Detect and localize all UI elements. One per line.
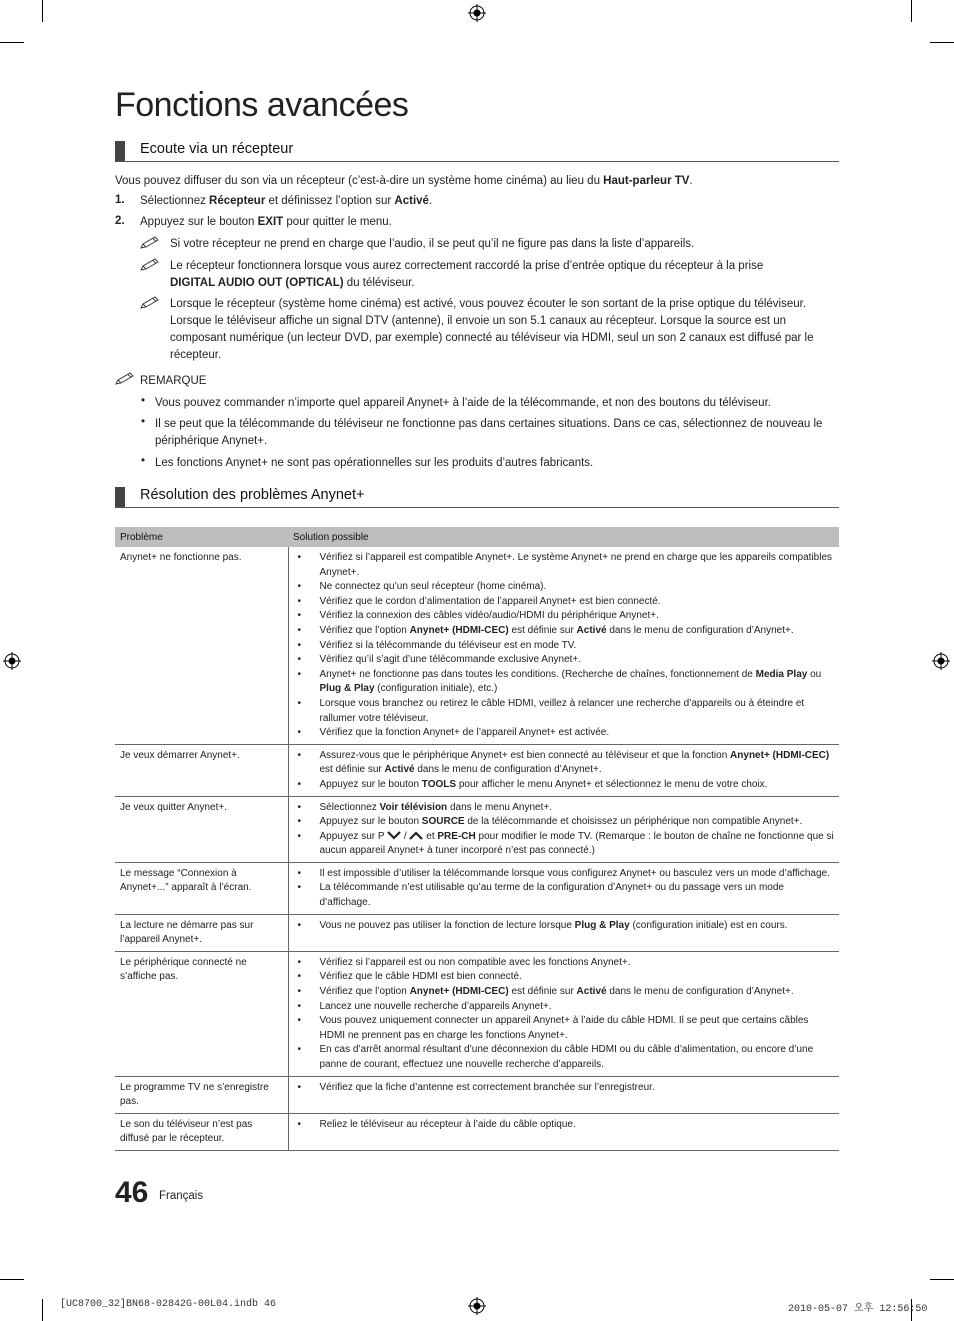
solution-item: • En cas d’arrêt anormal résultant d’une déconnexion du câble HDMI ou du câble d’alimentation, ou encore d’une panne de courant, effectuez une nouvelle recherche d’appareils. xyxy=(294,1043,835,1072)
remark-1: Vous pouvez commander n’importe quel appareil Anynet+ à l’aide de la télécommande, et non des boutons du téléviseur. xyxy=(155,397,771,409)
table-row xyxy=(115,744,839,796)
solution-cell xyxy=(288,1076,839,1113)
solution-item: • Vérifiez si la télécommande du téléviseur est en mode TV. xyxy=(294,639,835,654)
table-row xyxy=(115,796,839,862)
solution-item xyxy=(294,668,835,697)
solution-text: Appuyez sur P xyxy=(319,830,388,842)
step-bold: EXIT xyxy=(257,216,284,228)
solution-bold: Activé xyxy=(384,764,415,776)
registration-mark-icon xyxy=(468,4,486,22)
solution-text: Assurez-vous que le périphérique Anynet+ est bien connecté au téléviseur et que la fonction xyxy=(319,749,731,761)
note-line: récepteur. xyxy=(170,349,222,361)
remark-2 xyxy=(155,416,822,450)
solution-text: et xyxy=(423,830,438,842)
registration-mark-icon xyxy=(3,652,21,670)
note-line: Lorsque le récepteur (système home cinéma) est activé, vous pouvez écouter le son sortant de la prise optique du téléviseur. xyxy=(170,298,807,310)
table-row xyxy=(115,951,839,1076)
step-text: Sélectionnez xyxy=(140,195,210,207)
remark-label: REMARQUE xyxy=(140,375,207,387)
solution-cell xyxy=(288,547,839,744)
problem-cell: La lecture ne démarre pas sur l’appareil Anynet+. xyxy=(115,914,288,951)
solution-cell xyxy=(288,914,839,951)
remark-3: Les fonctions Anynet+ ne sont pas opérationnelles sur les produits d’autres fabricants. xyxy=(155,457,594,469)
solution-item xyxy=(294,801,835,816)
solution-text: pour modifier le mode TV. (Remarque : le bouton de chaîne ne fonctionne que si aucun appareil Anynet+ à tuner incorporé n’est pas connecté.) xyxy=(319,830,834,857)
chevron-up-icon xyxy=(409,831,423,840)
solution-cell xyxy=(288,862,839,914)
crop-mark xyxy=(911,0,912,22)
note-bold: DIGITAL AUDIO OUT (OPTICAL) xyxy=(170,277,344,289)
step-text: Appuyez sur le bouton xyxy=(140,216,258,228)
note-2 xyxy=(170,258,763,292)
note-line: composant numérique (un lecteur DVD, par exemple) connecté au téléviseur via HDMI, seul un son 2 canaux est diffusé par le xyxy=(170,332,814,344)
solution-item xyxy=(294,985,835,1000)
solution-text: est définie sur xyxy=(508,624,577,636)
section-title: Ecoute via un récepteur xyxy=(140,141,294,157)
note-pencil-icon xyxy=(140,258,160,272)
solution-text: dans le menu de configuration d’Anynet+. xyxy=(414,764,602,776)
solution-item: • Vérifiez si l’appareil est ou non compatible avec les fonctions Anynet+. xyxy=(294,956,835,971)
solution-item: • Vérifiez que le câble HDMI est bien connecté. xyxy=(294,970,835,985)
solution-bold: Anynet+ (HDMI-CEC) xyxy=(730,749,830,761)
page-title: Fonctions avancées xyxy=(115,86,409,124)
note-line: Lorsque le téléviseur affiche un signal DTV (antenne), il envoie un son 5.1 canaux au récepteur. Lorsque la source est un xyxy=(170,315,787,327)
solution-text: Vérifiez que l’option xyxy=(319,624,410,636)
solution-text: (configuration initiale), etc.) xyxy=(374,683,498,695)
step-1 xyxy=(140,193,432,210)
problem-cell: Anynet+ ne fonctionne pas. xyxy=(115,547,288,744)
table-header-row xyxy=(115,527,839,547)
solution-bold: Plug & Play xyxy=(319,683,375,695)
solution-text: Sélectionnez xyxy=(319,801,380,813)
solution-bold: PRE-CH xyxy=(437,830,476,842)
crop-mark xyxy=(42,0,43,22)
solution-bold: Activé xyxy=(576,624,607,636)
step-number: 1. xyxy=(115,194,125,206)
solution-cell xyxy=(288,796,839,862)
solution-item: • Vérifiez la connexion des câbles vidéo/audio/HDMI du périphérique Anynet+. xyxy=(294,609,835,624)
problem-cell: Le programme TV ne s’enregistre pas. xyxy=(115,1076,288,1113)
solution-bold: Voir télévision xyxy=(379,801,448,813)
section-heading xyxy=(115,141,839,162)
page-number: 46 xyxy=(115,1176,149,1209)
note-pencil-icon xyxy=(140,296,160,310)
print-slug-date: 2010-05-07 오후 12:56:50 xyxy=(788,1304,928,1315)
section-title: Résolution des problèmes Anynet+ xyxy=(140,487,365,503)
solution-item xyxy=(294,624,835,639)
page-language: Français xyxy=(159,1190,204,1202)
solution-item: • Vérifiez que le cordon d’alimentation de l’appareil Anynet+ est bien connecté. xyxy=(294,595,835,610)
solution-cell xyxy=(288,744,839,796)
step-text: et définissez l’option sur xyxy=(265,195,395,207)
solution-item: • Reliez le téléviseur au récepteur à l’aide du câble optique. xyxy=(294,1118,835,1133)
problem-cell: Je veux démarrer Anynet+. xyxy=(115,744,288,796)
solution-bold: SOURCE xyxy=(421,816,465,828)
step-text: . xyxy=(428,195,433,207)
problem-cell: Le message “Connexion à Anynet+...” apparaît à l’écran. xyxy=(115,862,288,914)
problem-cell: Le périphérique connecté ne s’affiche pas. xyxy=(115,951,288,1076)
solution-bold: Media Play xyxy=(755,668,808,680)
remark-pencil-icon xyxy=(115,372,135,386)
solution-bold: Anynet+ (HDMI-CEC) xyxy=(409,624,509,636)
solution-text: Appuyez sur le bouton xyxy=(319,778,422,790)
remark-line: périphérique Anynet+. xyxy=(155,435,268,447)
solution-bold: Anynet+ (HDMI-CEC) xyxy=(409,986,509,998)
step-number: 2. xyxy=(115,215,125,227)
registration-mark-icon xyxy=(468,1297,486,1315)
solution-text: est définie sur xyxy=(319,764,385,776)
solution-item xyxy=(294,919,835,934)
solution-text: (configuration initiale) est en cours. xyxy=(629,919,788,931)
solution-item: • Vérifiez si l’appareil est compatible Anynet+. Le système Anynet+ ne prend en charge que les appareils compatibles Anynet+. xyxy=(294,551,835,580)
intro-paragraph xyxy=(115,173,693,190)
step-text: pour quitter le menu. xyxy=(283,216,392,228)
solution-text: de la télécommande et choisissez un périphérique non compatible Anynet+. xyxy=(464,816,803,828)
solution-item xyxy=(294,815,835,830)
step-bold: Récepteur xyxy=(209,195,266,207)
col-header-solution: Solution possible xyxy=(288,527,839,547)
solution-item xyxy=(294,749,835,778)
solution-text: pour afficher le menu Anynet+ et sélectionnez le menu de votre choix. xyxy=(456,778,768,790)
note-line xyxy=(170,275,763,292)
crop-mark xyxy=(930,1279,954,1280)
solution-item xyxy=(294,778,835,793)
table-row xyxy=(115,1076,839,1113)
solution-text: est définie sur xyxy=(508,986,577,998)
crop-mark xyxy=(0,1279,24,1280)
solution-item: • Ne connectez qu’un seul récepteur (home cinéma). xyxy=(294,580,835,595)
solution-cell xyxy=(288,951,839,1076)
remark-line: Il se peut que la télécommande du téléviseur ne fonctionne pas dans certaines situations. Dans ce cas, sélectionnez de nouveau le xyxy=(155,418,823,430)
registration-mark-icon xyxy=(932,652,950,670)
solution-bold: Activé xyxy=(576,986,607,998)
note-line: Le récepteur fonctionnera lorsque vous aurez correctement raccordé la prise d’entrée optique du récepteur à la prise xyxy=(170,260,764,272)
solution-text: Vous ne pouvez pas utiliser la fonction de lecture lorsque xyxy=(319,919,575,931)
intro-end: . xyxy=(689,175,693,187)
solution-bold: TOOLS xyxy=(421,778,457,790)
table-row xyxy=(115,547,839,744)
step-bold: Activé xyxy=(394,195,429,207)
table-row xyxy=(115,1113,839,1150)
chevron-down-icon xyxy=(387,831,401,840)
solution-item: • Lancez une nouvelle recherche d’appareils Anynet+. xyxy=(294,1000,835,1015)
solution-text: dans le menu de configuration d’Anynet+. xyxy=(606,986,794,998)
solution-item xyxy=(294,830,835,859)
bullet: • xyxy=(141,395,146,407)
solution-text: Vérifiez que l’option xyxy=(319,986,410,998)
col-header-problem: Problème xyxy=(115,527,288,547)
troubleshooting-table xyxy=(115,527,839,1151)
solution-bold: Plug & Play xyxy=(574,919,630,931)
solution-text: dans le menu Anynet+. xyxy=(447,801,552,813)
bullet: • xyxy=(141,416,146,428)
print-slug-file: [UC8700_32]BN68-02842G-00L04.indb 46 xyxy=(60,1299,277,1310)
solution-item: • Vérifiez que la fonction Anynet+ de l’appareil Anynet+ est activée. xyxy=(294,726,835,741)
solution-item: • Vérifiez que la fiche d’antenne est correctement branchée sur l’enregistreur. xyxy=(294,1081,835,1096)
crop-mark xyxy=(930,42,954,43)
step-2 xyxy=(140,214,392,231)
solution-text: / xyxy=(401,830,410,842)
solution-text: dans le menu de configuration d’Anynet+. xyxy=(606,624,794,636)
section-heading xyxy=(115,487,839,508)
crop-mark xyxy=(0,42,24,43)
solution-item: • La télécommande n’est utilisable qu’au terme de la configuration d’Anynet+ ou du passage vers un mode d’affichage. xyxy=(294,881,835,910)
problem-cell: Je veux quitter Anynet+. xyxy=(115,796,288,862)
intro-bold: Haut-parleur TV xyxy=(603,175,690,187)
solution-text: Appuyez sur le bouton xyxy=(319,816,422,828)
section-bar xyxy=(115,487,125,507)
table-row xyxy=(115,914,839,951)
solution-item: • Lorsque vous branchez ou retirez le câble HDMI, veillez à relancer une recherche d’appareils ou à éteindre et rallumer votre téléviseur. xyxy=(294,697,835,726)
solution-text: ou xyxy=(807,668,822,680)
solution-item: • Il est impossible d’utiliser la télécommande lorsque vous configurez Anynet+ ou basculez vers un mode d’affichage. xyxy=(294,867,835,882)
section-bar xyxy=(115,141,125,161)
table-row xyxy=(115,862,839,914)
solution-text: Anynet+ ne fonctionne pas dans toutes les conditions. (Recherche de chaînes, fonctionnement de xyxy=(319,668,756,680)
note-1: Si votre récepteur ne prend en charge que l’audio, il se peut qu’il ne figure pas dans la liste d’appareils. xyxy=(170,238,695,250)
intro-text: Vous pouvez diffuser du son via un récepteur (c’est-à-dire un système home cinéma) au lieu du xyxy=(115,175,604,187)
problem-cell: Le son du téléviseur n’est pas diffusé par le récepteur. xyxy=(115,1113,288,1150)
solution-cell xyxy=(288,1113,839,1150)
note-pencil-icon xyxy=(140,236,160,250)
note-3 xyxy=(170,296,813,364)
bullet: • xyxy=(141,455,146,467)
solution-item: • Vérifiez qu’il s’agit d’une télécommande exclusive Anynet+. xyxy=(294,653,835,668)
crop-mark xyxy=(42,1299,43,1321)
solution-item: • Vous pouvez uniquement connecter un appareil Anynet+ à l’aide du câble HDMI. Il se peut que certains câbles HDMI ne prennent pas en charge les fonctions Anynet+. xyxy=(294,1014,835,1043)
note-text: du téléviseur. xyxy=(343,277,415,289)
